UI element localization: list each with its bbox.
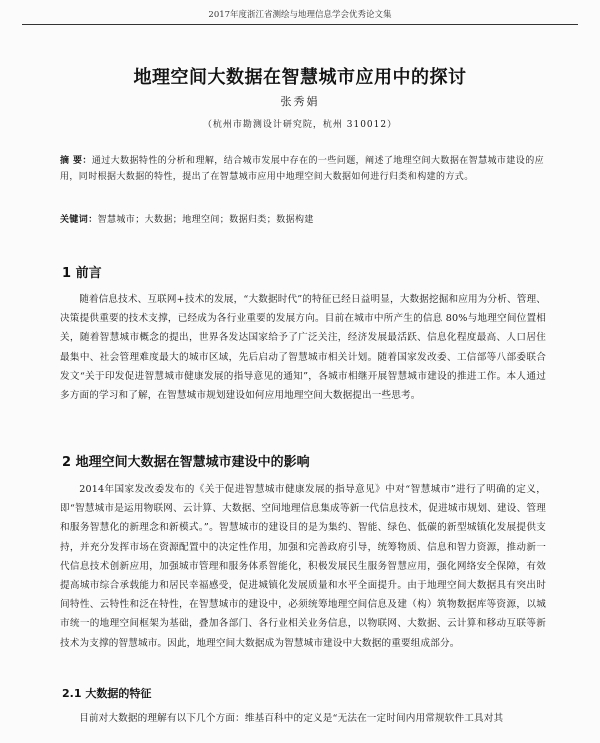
- paper-title: 地理空间大数据在智慧城市应用中的探讨: [133, 67, 467, 88]
- abstract: [60, 153, 544, 185]
- section-1-paragraph: 随着信息技术、互联网+技术的发展，“大数据时代”的特征已经日益明显，大数据挖掘和应用为分析、管理、决策提供重要的技术支撑，已经成为各行业重要的发展方向。目前在城市中所产生的信息 80%与地理空间位置相关，随着智慧城市概念的提出，世界各发达国家给予了广泛关注，经济发展最活跃、信息化程度最高、人口居住最集中、社会管理难度最大的城市区域，先后启动了智慧城市相关计划。随着国家发改委、工信部等八部委联合发文“关于印发促进智慧城市健康发展的指导意见的通知”，各城市相继开展智慧城市建设的推进工作。本人通过多方面的学习和了解，在智慧城市规划建设如何应用地理空间大数据提出一些思考。: [60, 294, 546, 402]
- keywords-text: 智慧城市；大数据；地理空间；数据归类；数据构建: [97, 215, 314, 225]
- running-header: 2017年度浙江省测绘与地理信息学会优秀论文集: [208, 10, 392, 20]
- header-rule: [22, 24, 578, 25]
- section-2-1-paragraph: 目前对大数据的理解有以下几个方面：维基百科中的定义是“无法在一定时间内用常规软件工具对其: [79, 713, 504, 724]
- abstract-label: 摘 要：: [60, 156, 92, 166]
- section-1-heading: 1 前言: [62, 266, 102, 281]
- author: 张秀娟: [280, 95, 320, 108]
- keywords-label: 关键词：: [60, 215, 98, 225]
- section-2-heading: 2 地理空间大数据在智慧城市建设中的影响: [62, 455, 310, 470]
- abstract-text: 通过大数据特性的分析和理解，结合城市发展中存在的一些问题，阐述了地理空间大数据在智慧城市建设的应用，同时根据大数据的特性，提出了在智慧城市应用中地理空间大数据如何进行归类和构建的方式。: [60, 156, 545, 182]
- section-2-paragraph: 2014年国家发改委发布的《关于促进智慧城市健康发展的指导意见》中对“智慧城市”进行了明确的定义，即“智慧城市是运用物联网、云计算、大数据、空间地理信息集成等新一代信息技术，促进城市规划、建设、管理和服务智慧化的新理念和新模式。”。智慧城市的建设目的是为集约、智能、绿色、低碳的新型城镇化发展提供支持，并充分发挥市场在资源配置中的决定性作用，加强和完善政府引导，统筹物质、信息和智力资源，推动新一代信息技术创新应用，加强城市管理和服务体系智能化，积极发展民生服务智慧应用，强化网络安全保障，有效提高城市综合承载能力和居民幸福感受，促进城镇化发展质量和水平全面提升。由于地理空间大数据具有突出时间特性、云特性和泛在特性，在智慧城市的建设中，必须统筹地理空间信息及建（构）筑物数据库等资源，以城市统一的地理空间框架为基础，叠加各部门、各行业相关业务信息，以物联网、大数据、云计算和移动互联等新技术为支撑的智慧城市。因此，地理空间大数据成为智慧城市建设中大数据的重要组成部分。: [60, 484, 546, 649]
- keywords: [60, 212, 544, 225]
- section-2-1-heading: 2.1 大数据的特征: [62, 687, 152, 700]
- affiliation: （杭州市勘测设计研究院，杭州 310012）: [202, 120, 398, 130]
